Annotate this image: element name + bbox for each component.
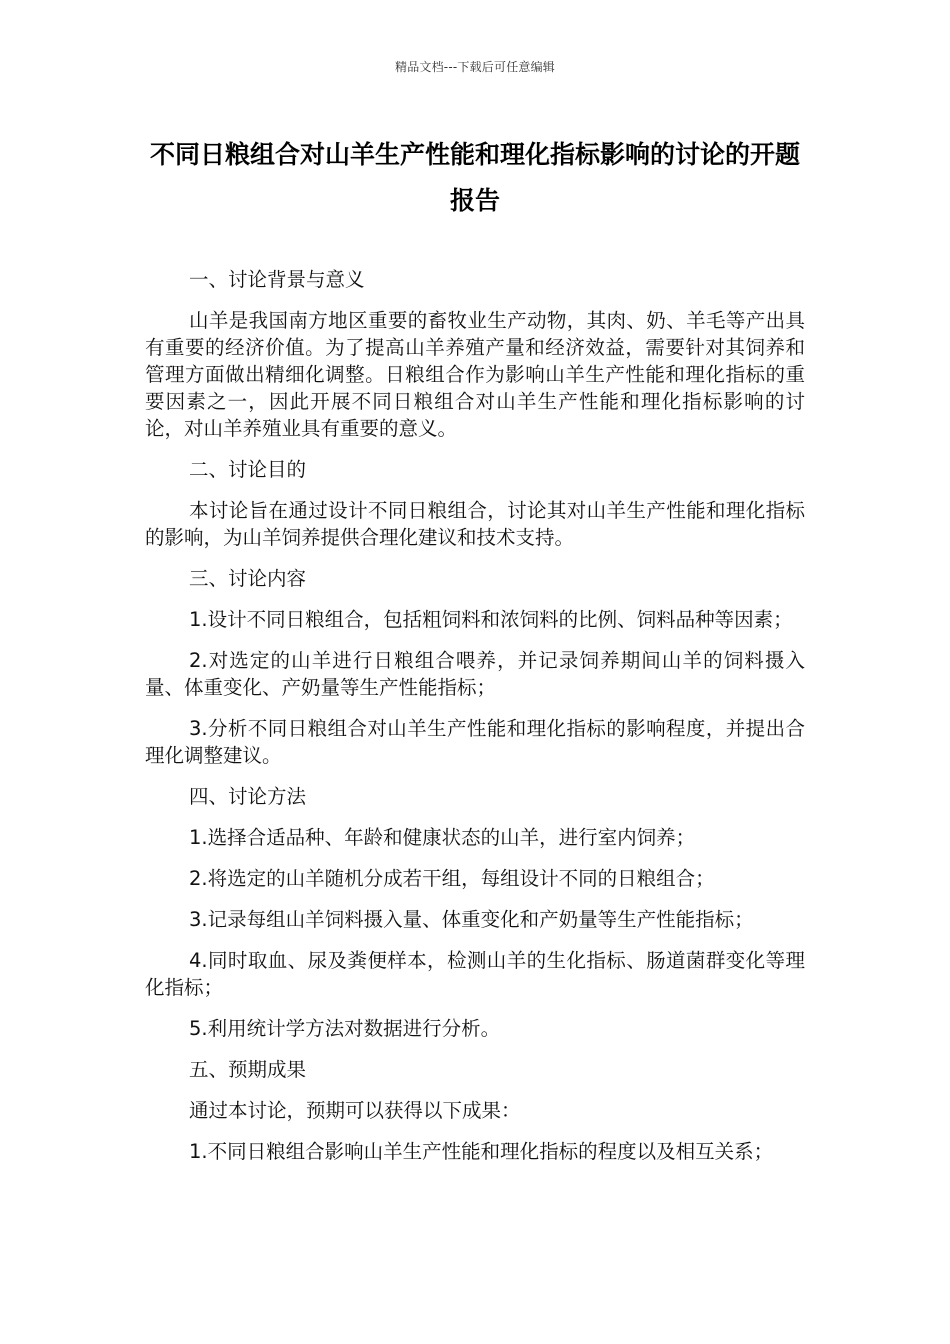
paragraph-background: 山羊是我国南方地区重要的畜牧业生产动物，其肉、奶、羊毛等产出具有重要的经济价值。为了提高山羊养殖产量和经济效益，需要针对其饲养和管理方面做出精细化调整。日粮组合作为影响山羊生产性能和理化指标的重要因素之一，因此开展不同日粮组合对山羊生产性能和理化指标影响的讨论，对山羊养殖业具有重要的意义。: [145, 309, 805, 440]
method-item-5: 5.利用统计学方法对数据进行分析。: [189, 1017, 501, 1040]
document-body: [145, 266, 805, 1179]
method-item-3: 3.记录每组山羊饲料摄入量、体重变化和产奶量等生产性能指标；: [189, 908, 754, 931]
section-heading-purpose: 二、讨论目的: [189, 458, 307, 481]
content-item-2: 2.对选定的山羊进行日粮组合喂养，并记录饲养期间山羊的饲料摄入量、体重变化、产奶量等生产性能指标；: [145, 649, 805, 699]
method-item-2: 2.将选定的山羊随机分成若干组，每组设计不同的日粮组合；: [189, 867, 715, 890]
header-note: 精品文档---下载后可任意编辑: [395, 60, 555, 74]
section-heading-method: 四、讨论方法: [189, 785, 307, 808]
content-item-3: 3.分析不同日粮组合对山羊生产性能和理化指标的影响程度，并提出合理化调整建议。: [145, 717, 805, 767]
document-title: 不同日粮组合对山羊生产性能和理化指标影响的讨论的开题报告: [149, 140, 800, 215]
section-heading-background: 一、讨论背景与意义: [189, 268, 365, 291]
results-item-1: 1.不同日粮组合影响山羊生产性能和理化指标的程度以及相互关系；: [189, 1140, 774, 1163]
paragraph-purpose: 本讨论旨在通过设计不同日粮组合，讨论其对山羊生产性能和理化指标的影响，为山羊饲养提供合理化建议和技术支持。: [145, 499, 805, 549]
method-item-1: 1.选择合适品种、年龄和健康状态的山羊，进行室内饲养；: [189, 826, 696, 849]
method-item-4: 4.同时取血、尿及粪便样本，检测山羊的生化指标、肠道菌群变化等理化指标；: [145, 949, 805, 999]
results-intro: 通过本讨论，预期可以获得以下成果：: [189, 1099, 521, 1122]
section-heading-content: 三、讨论内容: [189, 567, 307, 590]
content-item-1: 1.设计不同日粮组合，包括粗饲料和浓饲料的比例、饲料品种等因素；: [189, 608, 793, 631]
section-heading-results: 五、预期成果: [189, 1058, 307, 1081]
